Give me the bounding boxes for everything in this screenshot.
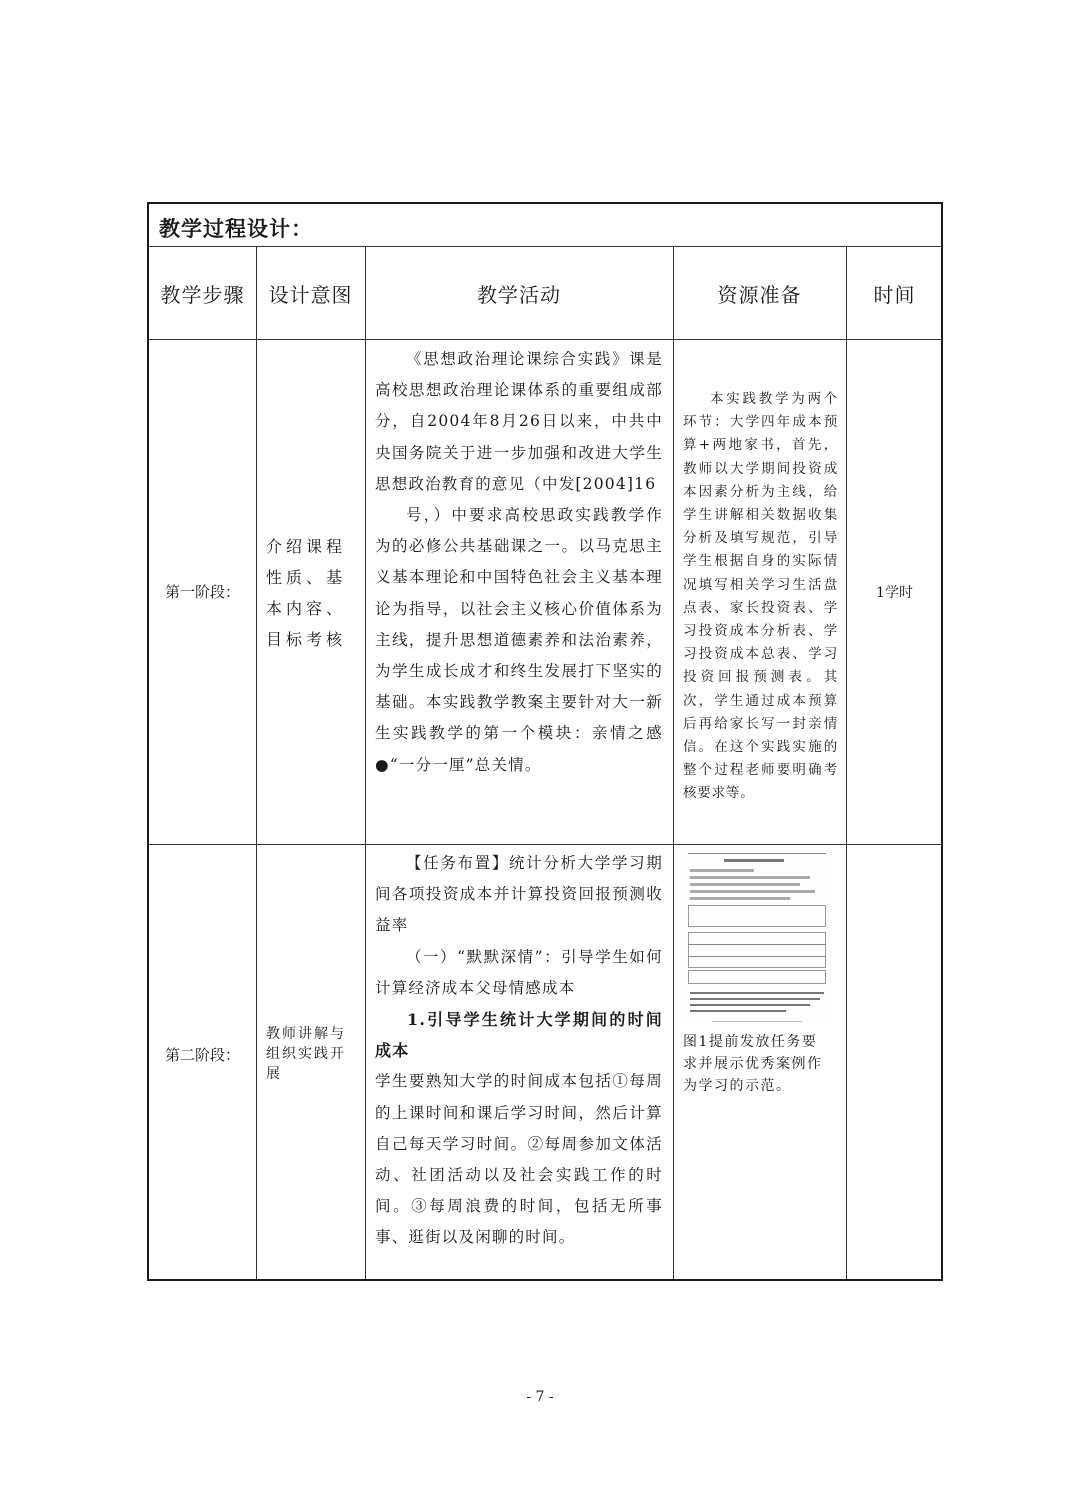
- page-number: - 7 -: [526, 1389, 554, 1405]
- activity-body: 学生要熟知大学的时间成本包括①每周的上课时间和课后学习时间，然后计算自己每天学习时间。②每周参加文体活动、社团活动以及社会实践工作的时间。③每周浪费的时间，包括无所事事、逛街以及闲聊的时间。: [375, 1072, 663, 1247]
- header-activity: 教学活动: [477, 282, 561, 307]
- activity-task: 【任务布置】统计分析大学学习期间各项投资成本并计算投资回报预测收益率: [375, 854, 663, 935]
- stage-label: 第一阶段：: [164, 583, 240, 601]
- section-title-row: [149, 204, 941, 247]
- example-form-thumbnail: [682, 850, 832, 1024]
- figure-caption: 图1提前发放任务要求并展示优秀案例作为学习的示范。: [683, 1034, 823, 1094]
- header-resources: 资源准备: [717, 282, 802, 307]
- teaching-activity: [365, 344, 673, 781]
- resource-text: 本实践教学为两个环节：大学四年成本预算+两地家书，首先，教师以大学期间投资成本因素分析为主线，给学生讲解相关数据收集分析及填写规范，引导学生根据自身的实际情况填写相关学习生活盘点表、家长投资表、学习投资成本分析表、学习投资成本总表、学习投资回报预测表。其次，学生通过成本预算后再给家长写一封亲情信。在这个实践实施的整个过程老师要明确考核要求等。: [683, 391, 838, 802]
- teaching-activity: [365, 848, 673, 1254]
- process-table: [149, 247, 941, 1279]
- header-time: 时间: [873, 282, 916, 307]
- design-intent: 教师讲解与组织实践开展: [266, 1026, 346, 1082]
- activity-paragraph: 号，）中要求高校思政实践教学作为的必修公共基础课之一。以马克思主义基本理论和中国特色社会主义基本理论为指导，以社会主义核心价值体系为主线，提升思想道德素养和法治素养，为学生成长成才和终生发展打下坚实的基础。本实践教学教案主要针对大一新生实践教学的第一个模块：亲情之感●“一分一厘”总关情。: [375, 506, 663, 774]
- section-title: 教学过程设计：: [159, 216, 313, 241]
- resource-preparation: [673, 844, 846, 1264]
- header-intent: 设计意图: [268, 282, 353, 307]
- row-divider: [149, 339, 941, 340]
- design-intent: 介绍课程性质、基本内容、目标考核: [266, 537, 347, 649]
- activity-subsection: （一）“默默深情”：引导学生如何计算经济成本父母情感成本: [375, 947, 663, 997]
- time-value: 1学时: [876, 585, 913, 601]
- activity-heading: 1.引导学生统计大学期间的时间成本: [375, 1010, 663, 1061]
- column-divider: [256, 247, 257, 1279]
- column-divider: [846, 247, 847, 1279]
- resource-preparation: [673, 388, 846, 806]
- lesson-plan-table: [147, 202, 943, 1281]
- header-step: 教学步骤: [160, 282, 245, 307]
- activity-paragraph: 《思想政治理论课综合实践》课是高校思想政治理论课体系的重要组成部分，自2004年8月26日以来，中共中央国务院关于进一步加强和改进大学生思想政治教育的意见（中发[2004]16: [375, 350, 663, 493]
- stage-label: 第二阶段：: [164, 1045, 240, 1064]
